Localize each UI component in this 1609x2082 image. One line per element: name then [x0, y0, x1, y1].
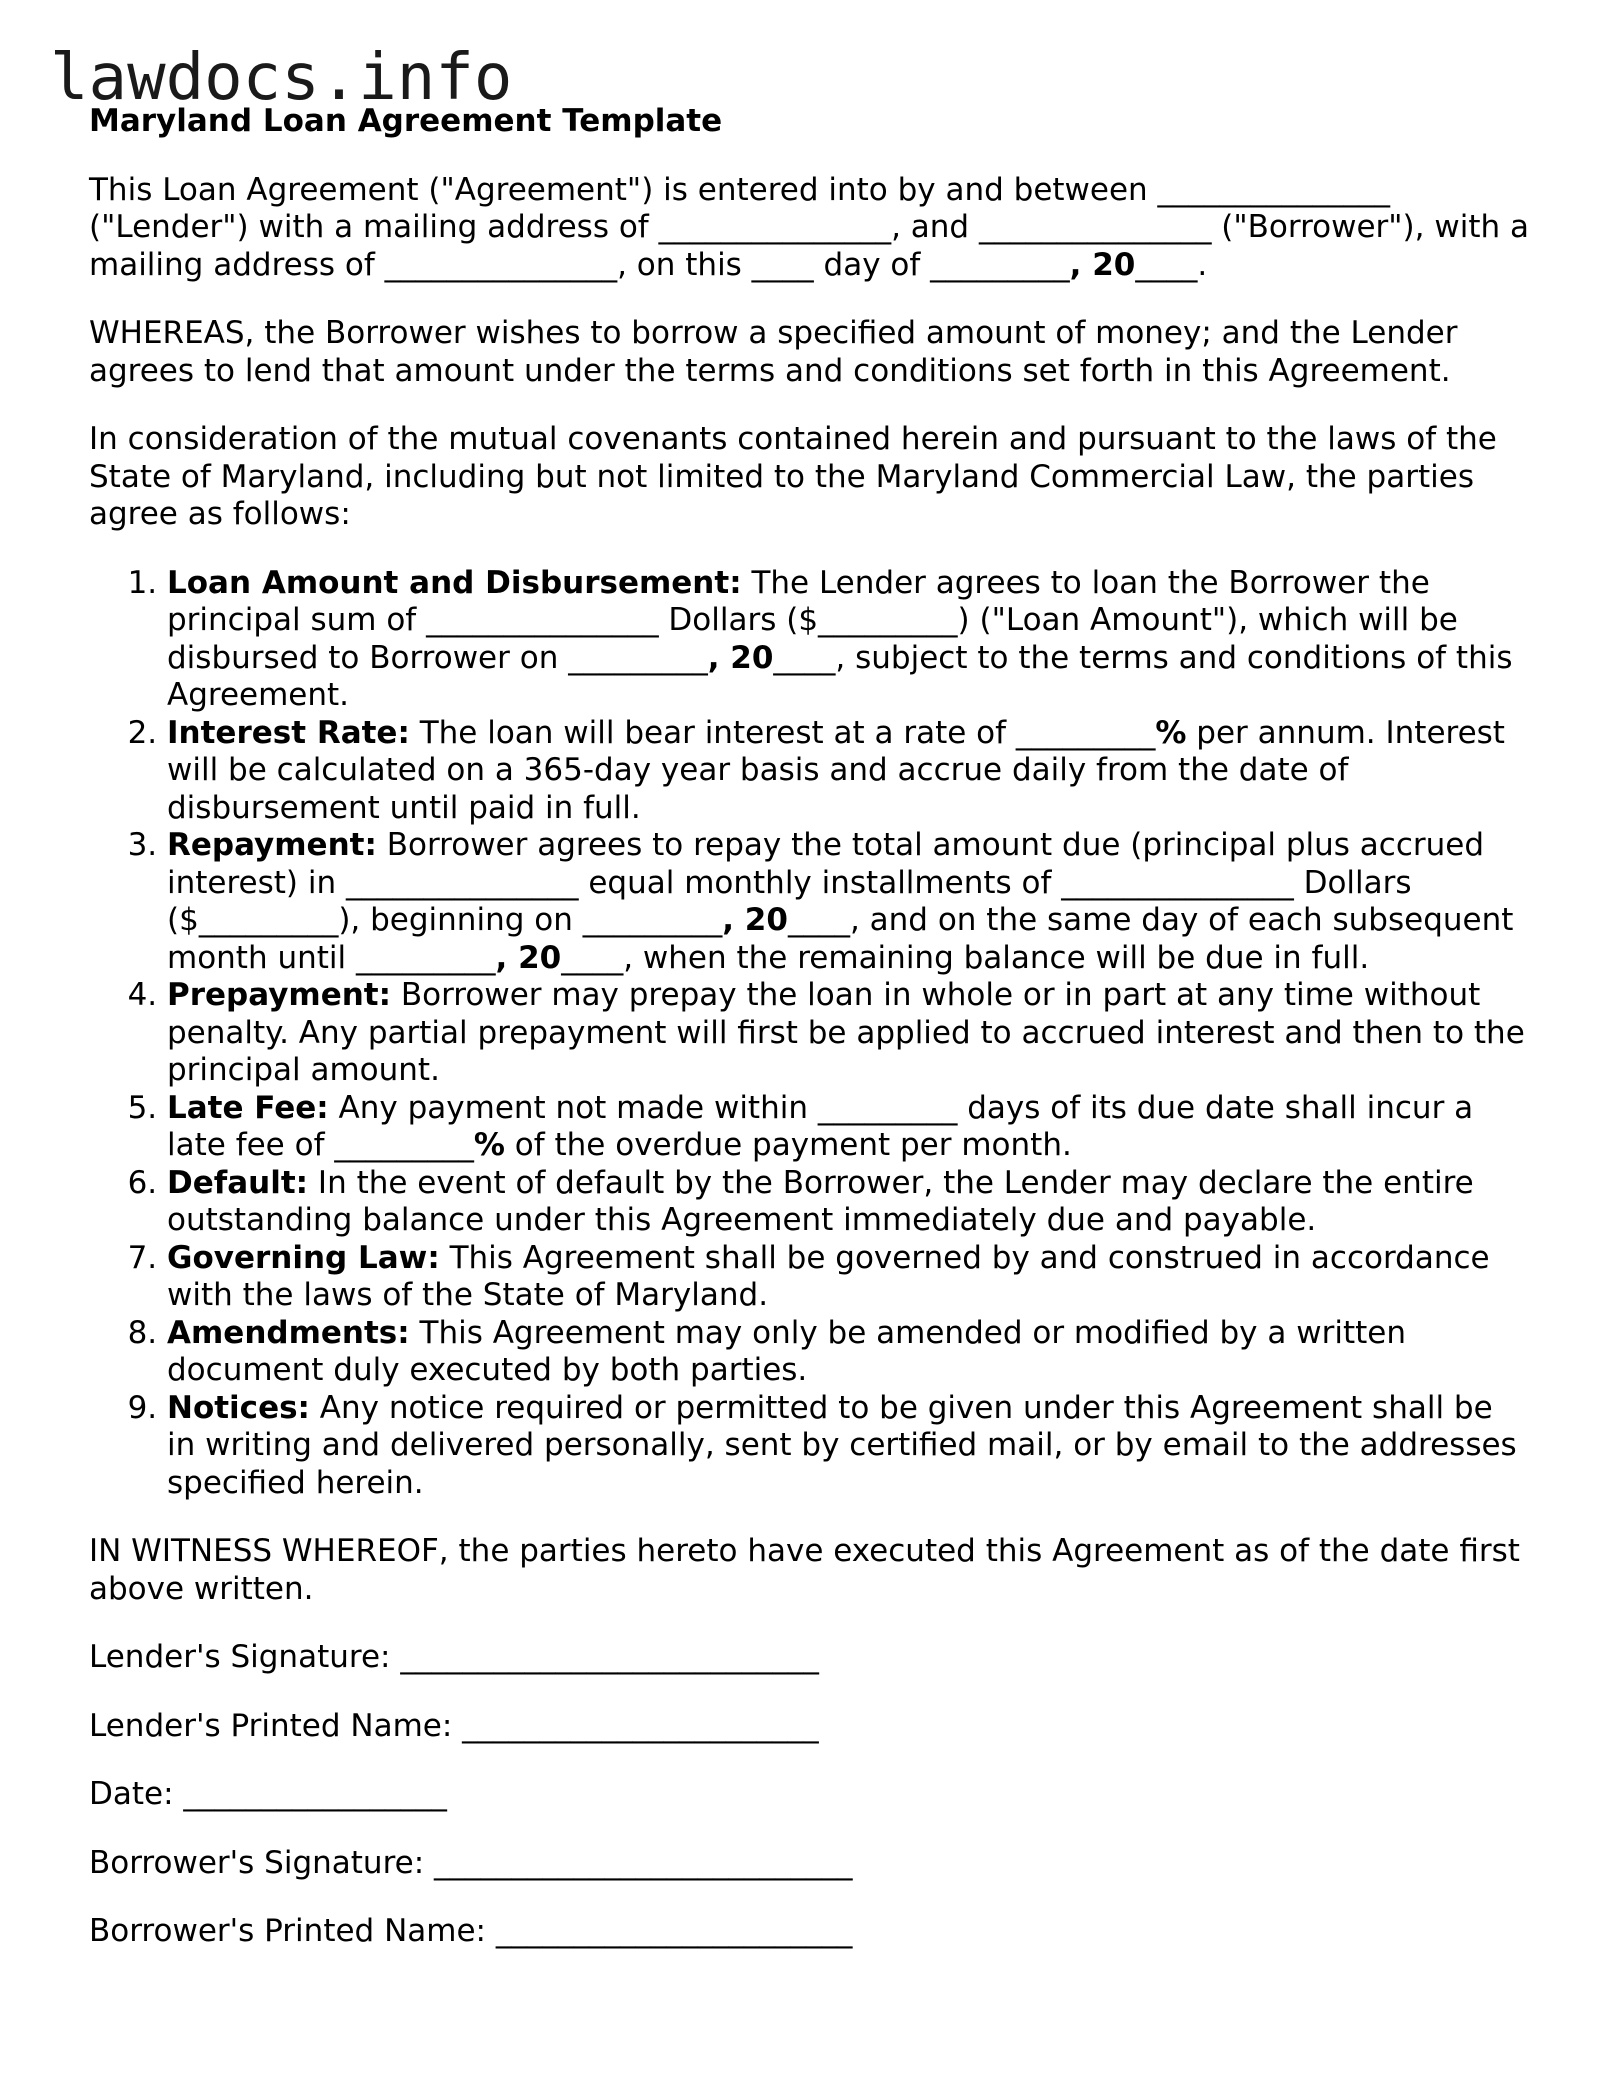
clause-heading: Amendments: [167, 1314, 410, 1351]
clause-heading: Loan Amount and Disbursement: [167, 564, 742, 601]
clause-repayment [167, 827, 1529, 977]
clause-text: Borrower agrees to repay the total amount due (principal plus accrued interest) in _______________ equal monthly installments of _______________ Dollars ($_________), beginning on _________ [167, 827, 1485, 938]
clause-text: Any payment not made within _________ days of its due date shall incur a late fee of _________ [167, 1089, 1474, 1163]
clause-amendments [167, 1315, 1529, 1390]
clause-text: ____, subject to the terms and conditions of this Agreement. [167, 639, 1513, 713]
clause-heading: Repayment: [167, 827, 377, 863]
clause-heading: Late Fee: [167, 1089, 329, 1126]
lender-signature-line: Lender's Signature: ___________________________ [89, 1639, 819, 1675]
clause-bold: , 20 [495, 939, 562, 976]
date-line: Date: _________________ [89, 1776, 447, 1812]
clause-late-fee [167, 1090, 1529, 1165]
clause-text: This Agreement shall be governed by and construed in accordance with the laws of the State of Maryland. [167, 1239, 1490, 1313]
document-title: Maryland Loan Agreement Template [89, 103, 723, 139]
clause-text: The Lender agrees to loan the Borrower the principal sum of _______________ Dollars ($_________) ("Loan Amount"), which will be disbursed to Borrower on _________ [167, 564, 1458, 676]
clause-text: The loan will bear interest at a rate of _________ [409, 714, 1156, 751]
clause-text: ____, when the remaining balance will be due in full. [561, 939, 1370, 976]
clause-interest-rate [167, 715, 1529, 828]
clause-text: Any notice required or permitted to be given under this Agreement shall be in writing and delivered personally, sent by certified mail, or by email to the addresses specified herein. [167, 1389, 1517, 1501]
clause-bold: , 20 [722, 902, 788, 938]
clause-text: In the event of default by the Borrower, the Lender may declare the entire outstanding balance under this Agreement immediately due and payable. [167, 1164, 1474, 1238]
clause-notices [167, 1390, 1529, 1503]
clause-bold: % [1155, 714, 1187, 751]
witness-paragraph: IN WITNESS WHEREOF, the parties hereto have executed this Agreement as of the date first above written. [89, 1533, 1520, 1607]
clause-heading: Prepayment: [167, 977, 392, 1013]
borrower-printed-name-line: Borrower's Printed Name: _______________________ [89, 1913, 853, 1949]
clause-text: of the overdue payment per month. [504, 1127, 1072, 1163]
intro-text-a: This Loan Agreement ("Agreement") is entered into by and between _______________ ("Lender") with a mailing address of _______________, and _______________ ("Borrower"), with a mailing address of _______________, on this ____ day of _________ [89, 171, 1529, 283]
intro-text-b: ____. [1135, 246, 1208, 283]
document-body [89, 103, 1529, 1982]
clause-text: per annum. Interest will be calculated on a 365-day year basis and accrue daily from the date of disbursement until paid in full. [167, 714, 1505, 826]
clause-heading: Interest Rate: [167, 714, 410, 751]
clause-heading: Notices: [167, 1389, 310, 1426]
intro-year-bold: , 20 [1069, 246, 1136, 283]
intro-paragraph [89, 172, 1529, 285]
clause-heading: Default: [167, 1164, 309, 1201]
clauses-list [89, 565, 1529, 1503]
clause-governing-law [167, 1240, 1529, 1315]
whereas-paragraph: WHEREAS, the Borrower wishes to borrow a specified amount of money; and the Lender agrees to lend that amount under the terms and conditions set forth in this Agreement. [89, 315, 1458, 389]
borrower-signature-line: Borrower's Signature: ___________________________ [89, 1844, 853, 1881]
clause-bold: , 20 [707, 639, 774, 676]
clause-prepayment [167, 977, 1529, 1090]
clause-loan-amount [167, 565, 1529, 715]
consideration-paragraph: In consideration of the mutual covenants contained herein and pursuant to the laws of the State of Maryland, including but not limited to the Maryland Commercial Law, the parties agree as follows: [89, 421, 1497, 532]
lender-printed-name-line: Lender's Printed Name: _______________________ [89, 1707, 819, 1744]
watermark: lawdocs.info [50, 41, 513, 115]
clause-text: Borrower may prepay the loan in whole or in part at any time without penalty. Any partial prepayment will first be applied to accrued interest and then to the principal amount. [167, 977, 1525, 1088]
clause-heading: Governing Law: [167, 1239, 440, 1276]
clause-bold: % [473, 1127, 505, 1163]
clause-text: This Agreement may only be amended or modified by a written document duly executed by both parties. [167, 1314, 1406, 1388]
clause-default [167, 1165, 1529, 1240]
clause-text: ____, and on the same day of each subsequent month until _________ [167, 902, 1514, 976]
